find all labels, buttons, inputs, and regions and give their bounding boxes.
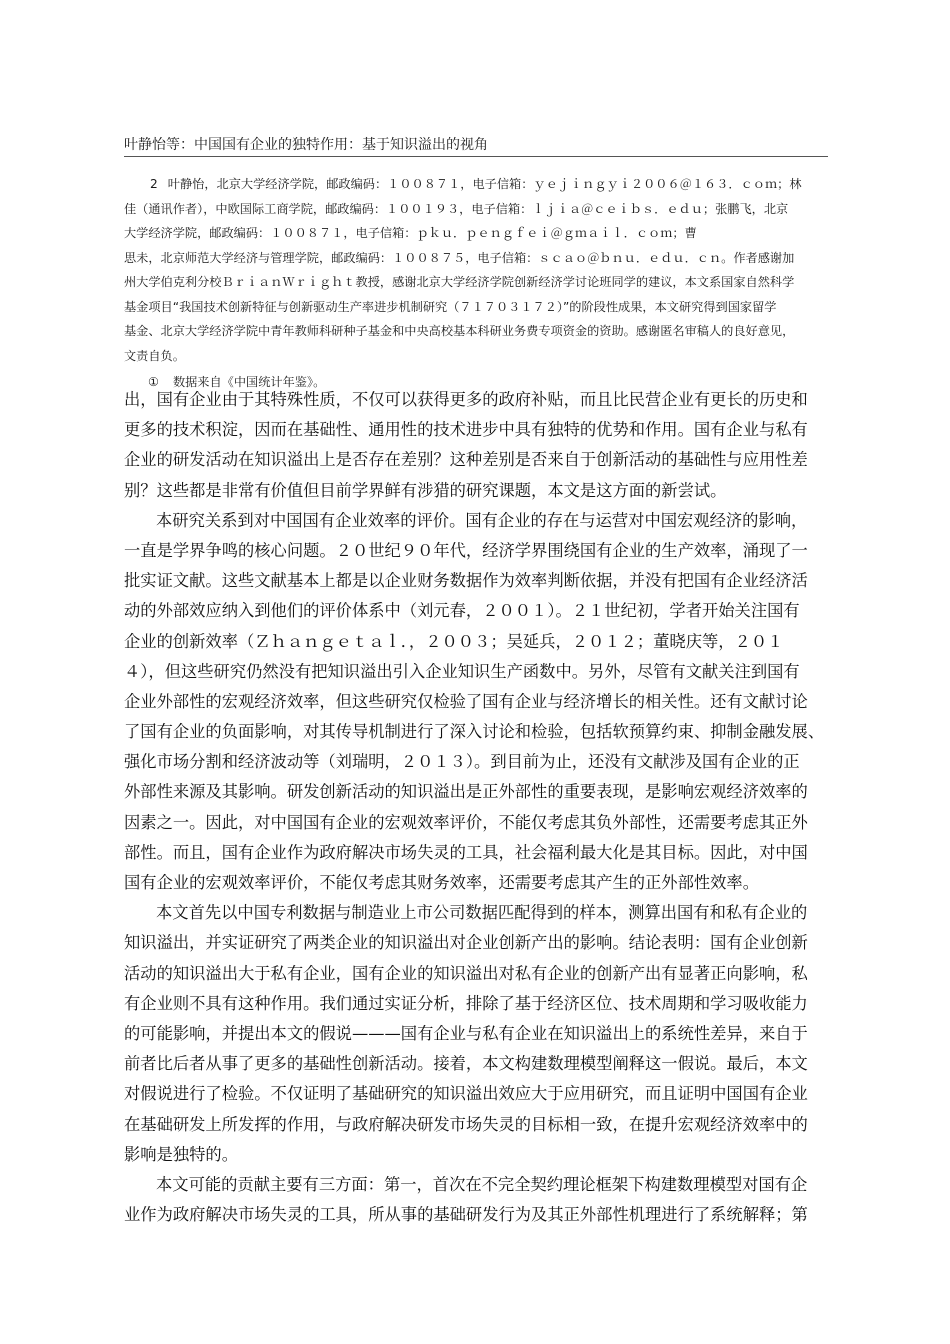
body-line: 活动的知识溢出大于私有企业，国有企业的知识溢出对私有企业的创新产出有显著正向影响，私 — [124, 963, 808, 983]
body-line: ４），但这些研究仍然没有把知识溢出引入企业知识生产函数中。另外，尽管有文献关注到国有 — [124, 661, 800, 681]
footnote-2-text: 叶静怡，北京大学经济学院，邮政编码：１００８７１，电子信箱：ｙｅｊｉｎｇｙｉ２００６＠１６３．ｃｏｍ；林 — [167, 177, 802, 191]
body-line: 了国有企业的负面影响，对其传导机制进行了深入讨论和检验，包括软预算约束、抑制金融发展、 — [124, 722, 825, 742]
body-line: 业作为政府解决市场失灵的工具，所从事的基础研发行为及其正外部性机理进行了系统解释；第 — [124, 1205, 808, 1225]
body-line: 批实证文献。这些文献基本上都是以企业财务数据作为效率判断依据，并没有把国有企业经济活 — [124, 571, 808, 591]
body-line: 影响是独特的。 — [124, 1144, 238, 1164]
footnote-1-mark: ① — [148, 375, 159, 389]
footnote-2-line: 基金项目“我国技术创新特征与创新驱动生产率进步机制研究（７１７０３１７２）”的阶段性成果，本文研究得到国家留学 — [124, 299, 777, 314]
footnote-2-line — [124, 172, 830, 197]
body-line: 的可能影响，并提出本文的假说———国有企业与私有企业在知识溢出上的系统性差异，来自于 — [124, 1023, 808, 1043]
body-line: 外部性来源及其影响。研发创新活动的知识溢出是正外部性的重要表现，是影响宏观经济效率的 — [124, 782, 808, 802]
body-line: 别？这些都是非常有价值但目前学界鲜有涉猎的研究课题，本文是这方面的新尝试。 — [124, 480, 727, 500]
footnote-2-line: 州大学伯克利分校ＢｒｉａｎＷｒｉｇｈｔ教授，感谢北京大学经济学院创新经济学讨论班同学的建议，本文系国家自然科学 — [124, 275, 795, 289]
paragraph-first-line: 本文首先以中国专利数据与制造业上市公司数据匹配得到的样本，测算出国有和私有企业的 — [156, 903, 808, 923]
body-line: 因素之一。因此，对中国国有企业的宏观效率评价，不能仅考虑其负外部性，还需要考虑其正外 — [124, 812, 808, 832]
body-line: 国有企业的宏观效率评价，不能仅考虑其财务效率，还需要考虑其产生的正外部性效率。 — [124, 873, 759, 892]
footnotes — [124, 172, 830, 395]
footnote-1-text: 数据来自《中国统计年鉴》。 — [172, 375, 326, 389]
body-line: 前者比后者从事了更多的基础性创新活动。接着，本文构建数理模型阐释这一假说。最后，本文 — [124, 1054, 808, 1074]
footnote-2-line: 基金、北京大学经济学院中青年教师科研种子基金和中央高校基本科研业务费专项资金的资助。感谢匿名审稿人的良好意见， — [124, 324, 795, 338]
body-line: 知识溢出，并实证研究了两类企业的知识溢出对企业创新产出的影响。结论表明：国有企业创新 — [124, 933, 808, 953]
body-line: 有企业则不具有这种作用。我们通过实证分析，排除了基于经济区位、技术周期和学习吸收能力 — [124, 993, 808, 1013]
body-line: 动的外部效应纳入到他们的评价体系中（刘元春，２００１）。２１世纪初，学者开始关注国有 — [124, 601, 800, 621]
footnote-2-mark: 2 — [150, 177, 158, 191]
footnote-2-line: 思未，北京师范大学经济与管理学院，邮政编码：１００８７５，电子信箱：ｓｃａｏ＠ｂｎｕ．ｅｄｕ．ｃｎ。作者感谢加 — [124, 250, 795, 265]
footnote-2-line: 大学经济学院，邮政编码：１００８７１，电子信箱：ｐｋｕ．ｐｅｎｇｆｅｉ＠ｇｍａｉｌ．ｃｏｍ；曹 — [124, 226, 697, 240]
body-line: 企业的创新效率（Ｚｈａｎｇｅｔａｌ．，２００３；吴延兵，２０１２；董晓庆等，２０１ — [124, 631, 784, 651]
running-header-title: 叶静怡等：中国国有企业的独特作用：基于知识溢出的视角 — [124, 137, 488, 153]
body-line: 企业外部性的宏观经济效率，但这些研究仅检验了国有企业与经济增长的相关性。还有文献讨论 — [124, 691, 808, 711]
body-text — [124, 385, 830, 1230]
paragraph-first-line: 本文可能的贡献主要有三方面：第一，首次在不完全契约理论框架下构建数理模型对国有企 — [156, 1174, 808, 1194]
body-line: 强化市场分割和经济波动等（刘瑞明，２０１３）。到目前为止，还没有文献涉及国有企业的正 — [124, 752, 800, 772]
body-line: 出，国有企业由于其特殊性质，不仅可以获得更多的政府补贴，而且比民营企业有更长的历史和 — [124, 390, 808, 409]
body-line: 企业的研发活动在知识溢出上是否存在差别？这种差别是否来自于创新活动的基础性与应用性差 — [124, 450, 808, 470]
footnote-2-line: 佳（通讯作者），中欧国际工商学院，邮政编码：１００１９３，电子信箱：ｌｊｉａ＠ｃｅｉｂｓ．ｅｄｕ；张鹏飞，北京 — [124, 201, 789, 216]
paragraph-first-line: 本研究关系到对中国国有企业效率的评价。国有企业的存在与运营对中国宏观经济的影响， — [156, 510, 808, 530]
body-line: 更多的技术积淀，因而在基础性、通用性的技术进步中具有独特的优势和作用。国有企业与私有 — [124, 420, 808, 440]
body-line: 对假说进行了检验。不仅证明了基础研究的知识溢出效应大于应用研究，而且证明中国国有企业 — [124, 1084, 808, 1104]
body-line: 一直是学界争鸣的核心问题。２０世纪９０年代，经济学界围绕国有企业的生产效率，涌现了一 — [124, 540, 808, 560]
body-line: 在基础研发上所发挥的作用，与政府解决研发市场失灵的目标相一致，在提升宏观经济效率中的 — [124, 1114, 808, 1134]
footnote-2-line: 文责自负。 — [124, 348, 185, 363]
header-rule — [124, 156, 828, 157]
body-line: 部性。而且，国有企业作为政府解决市场失灵的工具，社会福利最大化是其目标。因此，对中国 — [124, 842, 808, 862]
